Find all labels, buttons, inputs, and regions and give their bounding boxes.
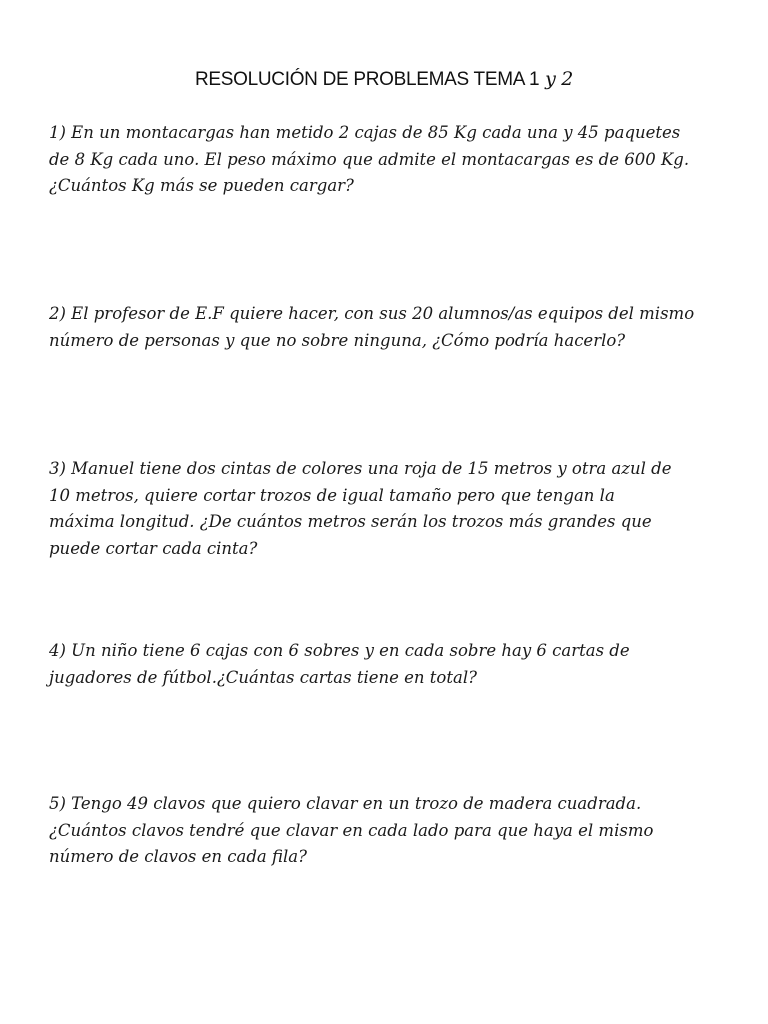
problem-5-line-1: 5) Tengo 49 clavos que quiero clavar en un trozo de madera cuadrada. <box>49 794 642 813</box>
problem-4-line-2: jugadores de fútbol.¿Cuántas cartas tiene en total? <box>49 667 477 687</box>
problem-3-line-4: puede cortar cada cinta? <box>49 538 258 558</box>
problem-3-line-2: 10 metros, quiere cortar trozos de igual tamaño pero que tengan la <box>49 485 615 505</box>
page-title <box>0 68 768 91</box>
problem-5-line-3: número de clavos en cada fila? <box>49 847 307 866</box>
problem-3-line-3: máxima longitud. ¿De cuántos metros serán los trozos más grandes que <box>49 512 652 531</box>
problem-2-line-1: 2) El profesor de E.F quiere hacer, con sus 20 alumnos/as equipos del mismo <box>49 304 695 323</box>
problem-3 <box>49 456 739 562</box>
problem-2-line-2: número de personas y que no sobre ninguna, ¿Cómo podría hacerlo? <box>49 330 626 350</box>
page-title-main: RESOLUCIÓN DE PROBLEMAS TEMA 1 <box>194 69 540 90</box>
problem-1-line-1: 1) En un montacargas han metido 2 cajas de 85 Kg cada una y 45 paquetes <box>49 123 681 142</box>
page-title-tail: y 2 <box>539 68 574 90</box>
problem-1 <box>49 120 739 200</box>
problem-5-line-2: ¿Cuántos clavos tendré que clavar en cada lado para que haya el mismo <box>49 820 654 840</box>
problem-4 <box>49 638 739 691</box>
problem-1-line-2: de 8 Kg cada uno. El peso máximo que admite el montacargas es de 600 Kg. <box>49 149 690 169</box>
problem-4-line-1: 4) Un niño tiene 6 cajas con 6 sobres y en cada sobre hay 6 cartas de <box>49 641 630 660</box>
problem-5 <box>49 791 739 871</box>
problem-1-line-3: ¿Cuántos Kg más se pueden cargar? <box>49 176 354 195</box>
problem-3-line-1: 3) Manuel tiene dos cintas de colores una roja de 15 metros y otra azul de <box>49 459 672 478</box>
problem-2 <box>49 301 739 354</box>
